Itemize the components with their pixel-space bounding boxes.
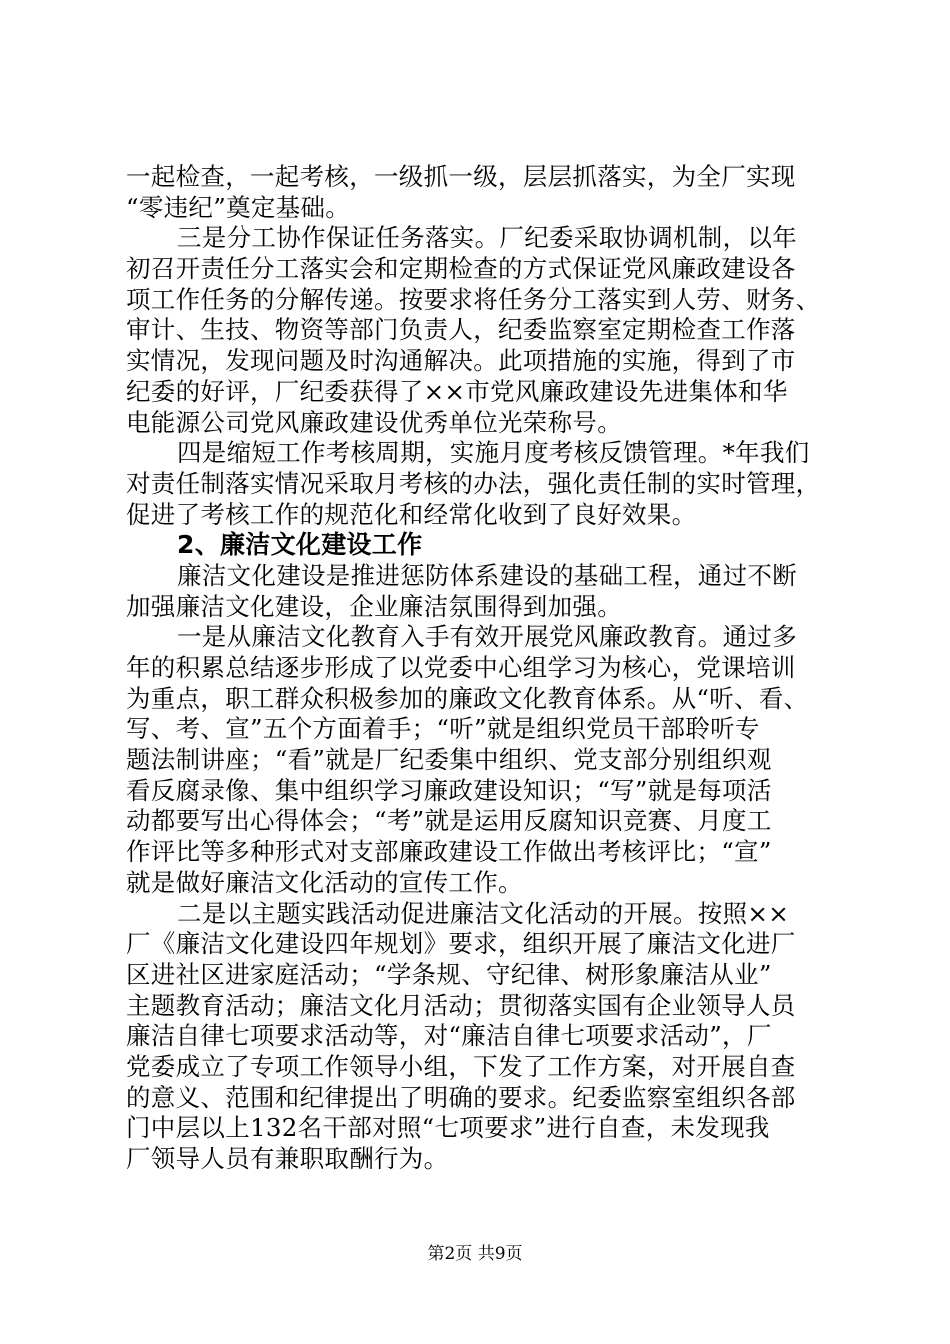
body-text-line: 廉洁文化建设是推进惩防体系建设的基础工程，通过不断 — [177, 561, 797, 590]
body-text-line: 区进社区进家庭活动；“学条规、守纪律、树形象廉洁从业” — [126, 960, 772, 989]
body-text-line: 党委成立了专项工作领导小组，下发了工作方案，对开展自查 — [126, 1052, 796, 1081]
body-text-line: 四是缩短工作考核周期，实施月度考核反馈管理。*年我们 — [177, 438, 810, 467]
body-text-line: 对责任制落实情况采取月考核的办法，强化责任制的实时管理， — [126, 469, 821, 498]
body-text-line: 廉洁自律七项要求活动等，对“廉洁自律七项要求活动”，厂 — [126, 1021, 772, 1050]
body-text-line: “零违纪”奠定基础。 — [126, 193, 351, 222]
body-text-line: 电能源公司党风廉政建设优秀单位光荣称号。 — [126, 408, 622, 437]
body-text-line: 动都要写出心得体会；“考”就是运用反腐知识竞赛、月度工 — [126, 806, 772, 835]
body-text-line: 厂《廉洁文化建设四年规划》要求，组织开展了廉洁文化进厂 — [126, 929, 796, 958]
body-text-line: 写、考、宣”五个方面着手；“听”就是组织党员干部聆听专 — [126, 714, 760, 743]
body-text-line: 初召开责任分工落实会和定期检查的方式保证党风廉政建设各 — [126, 254, 796, 283]
body-text-line: 加强廉洁文化建设，企业廉洁氛围得到加强。 — [126, 592, 622, 621]
body-text-line: 看反腐录像、集中组织学习廉政建设知识；“写”就是每项活 — [126, 776, 772, 805]
body-text-line: 厂领导人员有兼职取酬行为。 — [126, 1144, 449, 1173]
body-text-line: 一起检查，一起考核，一级抓一级，层层抓落实，为全厂实现 — [126, 162, 796, 191]
body-text-line: 题法制讲座；“看”就是厂纪委集中组织、党支部分别组织观 — [126, 745, 772, 774]
body-text-line: 二是以主题实践活动促进廉洁文化活动的开展。按照×× — [177, 899, 790, 928]
body-text-line: 作评比等多种形式对支部廉政建设工作做出考核评比；“宣” — [126, 837, 772, 866]
body-text-line: 审计、生技、物资等部门负责人，纪委监察室定期检查工作落 — [126, 315, 796, 344]
body-text-line: 门中层以上132名干部对照“七项要求”进行自查，未发现我 — [126, 1113, 770, 1142]
body-text-line: 实情况，发现问题及时沟通解决。此项措施的实施，得到了市 — [126, 346, 796, 375]
body-text-line: 就是做好廉洁文化活动的宣传工作。 — [126, 868, 523, 897]
body-text-line: 年的积累总结逐步形成了以党委中心组学习为核心，党课培训 — [126, 653, 796, 682]
section-heading: 2、廉洁文化建设工作 — [177, 530, 423, 559]
body-text-line: 三是分工协作保证任务落实。厂纪委采取协调机制，以年 — [177, 223, 797, 252]
body-text-line: 纪委的好评，厂纪委获得了××市党风廉政建设先进集体和华 — [126, 377, 788, 406]
body-text-line: 的意义、范围和纪律提出了明确的要求。纪委监察室组织各部 — [126, 1083, 796, 1112]
body-text-line: 项工作任务的分解传递。按要求将任务分工落实到人劳、财务、 — [126, 285, 821, 314]
body-text-line: 主题教育活动；廉洁文化月活动；贯彻落实国有企业领导人员 — [126, 991, 796, 1020]
body-text-line: 促进了考核工作的规范化和经常化收到了良好效果。 — [126, 500, 697, 529]
body-text-line: 为重点，职工群众积极参加的廉政文化教育体系。从“听、看、 — [126, 684, 809, 713]
body-text-line: 一是从廉洁文化教育入手有效开展党风廉政教育。通过多 — [177, 622, 797, 651]
page-number-footer: 第2页 共9页 — [427, 1244, 523, 1264]
